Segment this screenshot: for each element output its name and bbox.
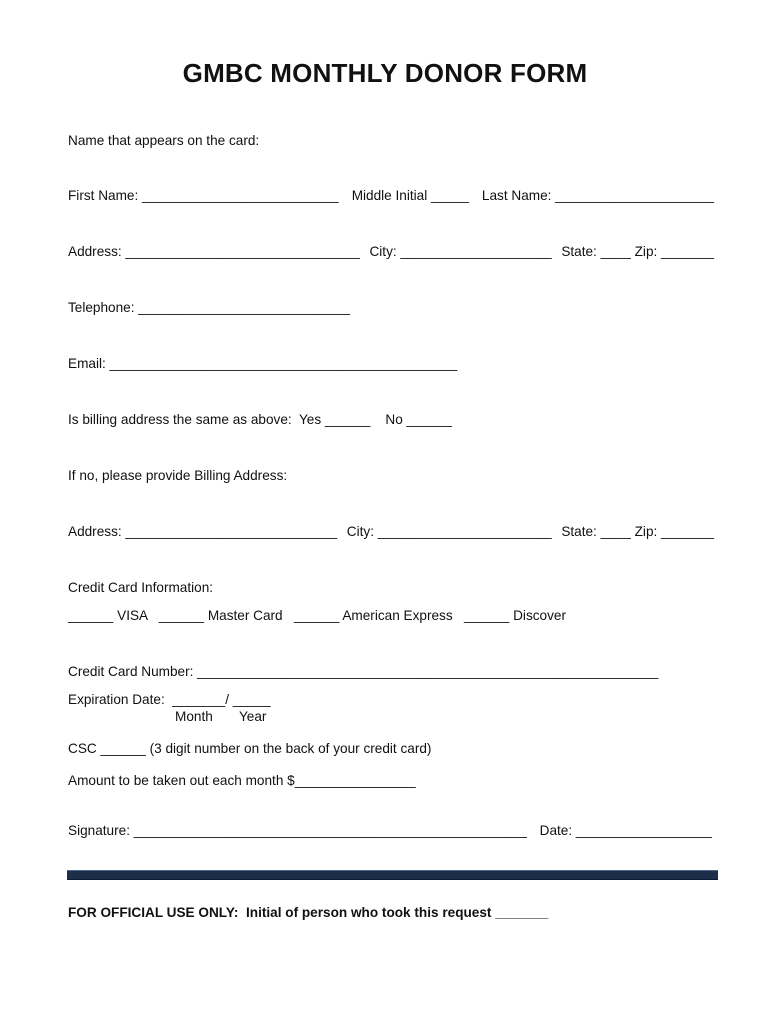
form-title: GMBC MONTHLY DONOR FORM [182, 58, 588, 88]
expiration-labels: Month Year [175, 709, 267, 724]
expiration-date-field[interactable]: Expiration Date: _______/ _____ [68, 692, 271, 707]
billing-city-field[interactable]: City: _______________________ [346, 524, 552, 539]
last-name-field[interactable]: Last Name: _____________________ [481, 188, 714, 203]
first-name-field[interactable]: First Name: __________________________ [68, 188, 339, 203]
signature-field[interactable]: Signature: ____________________________________________________ [68, 823, 527, 838]
names-row [68, 187, 714, 205]
billing-same-question[interactable]: Is billing address the same as above: Yes ______ No ______ [68, 412, 452, 427]
card-number-field[interactable]: Credit Card Number: _____________________________________________________________ [68, 664, 659, 679]
telephone-field[interactable]: Telephone: ____________________________ [68, 300, 350, 315]
billing-address-prompt: If no, please provide Billing Address: [68, 468, 288, 483]
city-field[interactable]: City: ____________________ [369, 244, 552, 259]
billing-state-zip-field[interactable]: State: ____ Zip: _______ [561, 524, 714, 539]
signature-row [68, 822, 712, 840]
section-divider [67, 870, 718, 880]
billing-address-field[interactable]: Address: ____________________________ [68, 524, 338, 539]
csc-field[interactable]: CSC ______ (3 digit number on the back of your credit card) [68, 741, 432, 756]
date-field[interactable]: Date: __________________ [539, 823, 712, 838]
email-field[interactable]: Email: ______________________________________________ [68, 356, 458, 371]
card-type-options[interactable]: ______ VISA ______ Master Card ______ American Express ______ Discover [68, 608, 566, 623]
middle-initial-field[interactable]: Middle Initial _____ [351, 188, 469, 203]
amount-field[interactable]: Amount to be taken out each month $________________ [68, 773, 416, 788]
state-zip-field[interactable]: State: ____ Zip: _______ [561, 244, 714, 259]
credit-card-info-label: Credit Card Information: [68, 580, 214, 595]
address-row [68, 243, 714, 261]
billing-address-row [68, 523, 714, 541]
official-use-line: FOR OFFICIAL USE ONLY: Initial of person who took this request _______ [68, 905, 549, 920]
address-field[interactable]: Address: _______________________________ [68, 244, 360, 259]
name-on-card-label: Name that appears on the card: [68, 133, 260, 148]
